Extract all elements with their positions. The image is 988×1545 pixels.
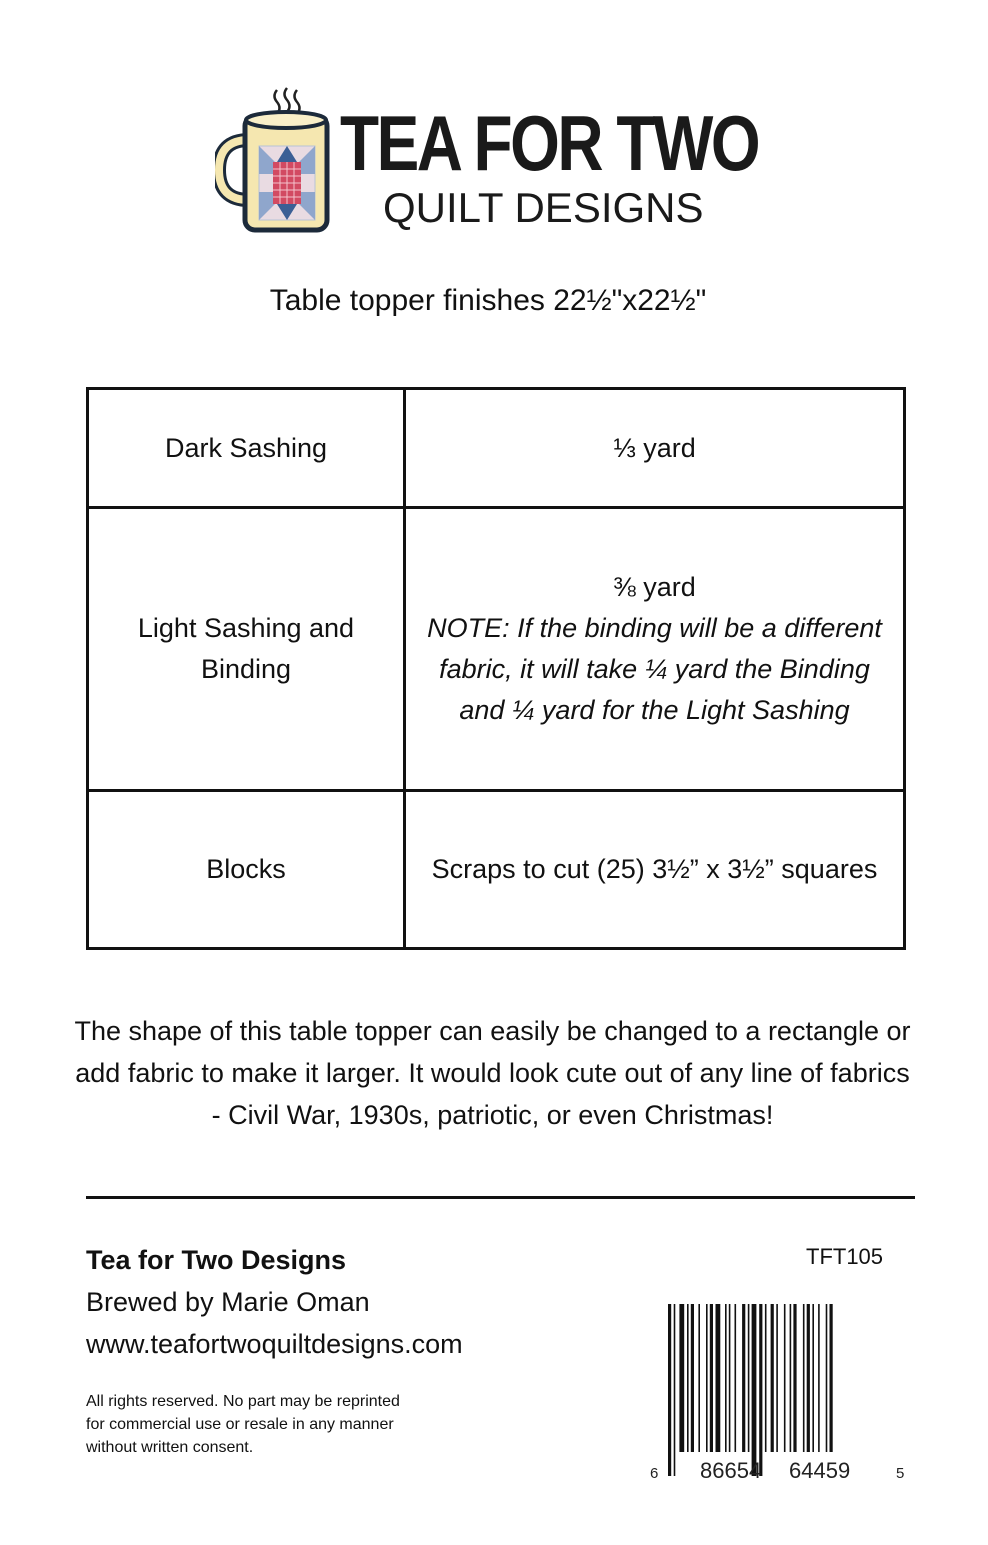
barcode-bar [698,1304,700,1452]
barcode-bar [830,1304,833,1452]
barcode-bar [710,1304,713,1452]
barcode-bar [803,1304,805,1452]
brand-tagline: QUILT DESIGNS [383,184,704,231]
barcode-bar [729,1304,731,1452]
barcode-bar [759,1304,762,1476]
product-sku: TFT105 [806,1244,884,1269]
barcode-bar [812,1304,814,1452]
barcode-left-digits: 86654 [700,1458,762,1483]
fabric-name-cell: Blocks [88,791,405,949]
finished-size-text: Table topper finishes 22½"x22½" [269,284,707,317]
barcode-bar [765,1304,767,1452]
barcode-bar [691,1304,694,1452]
barcode-bar [716,1304,721,1452]
table-row [88,389,905,508]
fabric-amount-cell [405,508,905,791]
tea-mug-icon [215,82,335,242]
barcode-bar [735,1304,737,1452]
barcode-bar [771,1304,774,1452]
description-paragraph: The shape of this table topper can easily be changed to a rectangle or add fabric to make it larger. It would look cute out of any line of fabrics - Civil War, 1930s, patriotic, or even Christmas! [74,1016,911,1130]
barcode-bar [807,1304,810,1452]
designer-credit: Brewed by Marie Oman [86,1287,370,1317]
fabric-amount-cell: Scraps to cut (25) 3½” x 3½” squares [405,791,905,949]
brand-name: TEA FOR TWO [340,99,759,187]
barcode-bar [725,1304,727,1452]
barcode-bar [752,1304,757,1476]
fabric-name-cell: Dark Sashing [88,389,405,508]
fabric-name-cell: Light Sashing and Binding [88,508,405,791]
barcode-bars [668,1304,833,1476]
barcode-right-digits: 64459 [789,1458,851,1483]
divider [86,1196,915,1199]
barcode-bar [776,1304,778,1452]
barcode-bar [679,1304,684,1452]
barcode-bar [818,1304,820,1452]
barcode-icon [648,1300,908,1490]
fabric-requirements-table [86,387,906,950]
fabric-amount: ⅜ yard [613,572,696,602]
barcode-bar [674,1304,676,1476]
barcode-bar [826,1304,828,1452]
barcode-bar [687,1304,689,1452]
barcode-bar [742,1304,745,1452]
barcode-bar [784,1304,786,1452]
barcode-bar [793,1304,796,1452]
brand-logo [215,82,759,242]
barcode-bar [706,1304,708,1452]
company-name: Tea for Two Designs [86,1245,347,1275]
website-link[interactable]: www.teafortwoquiltdesigns.com [86,1329,463,1359]
copyright-notice: All rights reserved. No part may be reprinted for commercial use or resale in any manner without written consent. [86,1393,400,1456]
table-row [88,508,905,791]
barcode-first-digit: 6 [650,1465,659,1482]
barcode-bar [748,1304,750,1452]
table-row [88,791,905,949]
barcode-bar [790,1304,792,1452]
binding-note: NOTE: If the binding will be a different fabric, it will take ¼ yard the Binding and ¼ yard for the Light Sashing [427,613,882,725]
fabric-amount-cell: ⅓ yard [405,389,905,508]
barcode-bar [668,1304,671,1476]
barcode-last-digit: 5 [896,1465,905,1482]
